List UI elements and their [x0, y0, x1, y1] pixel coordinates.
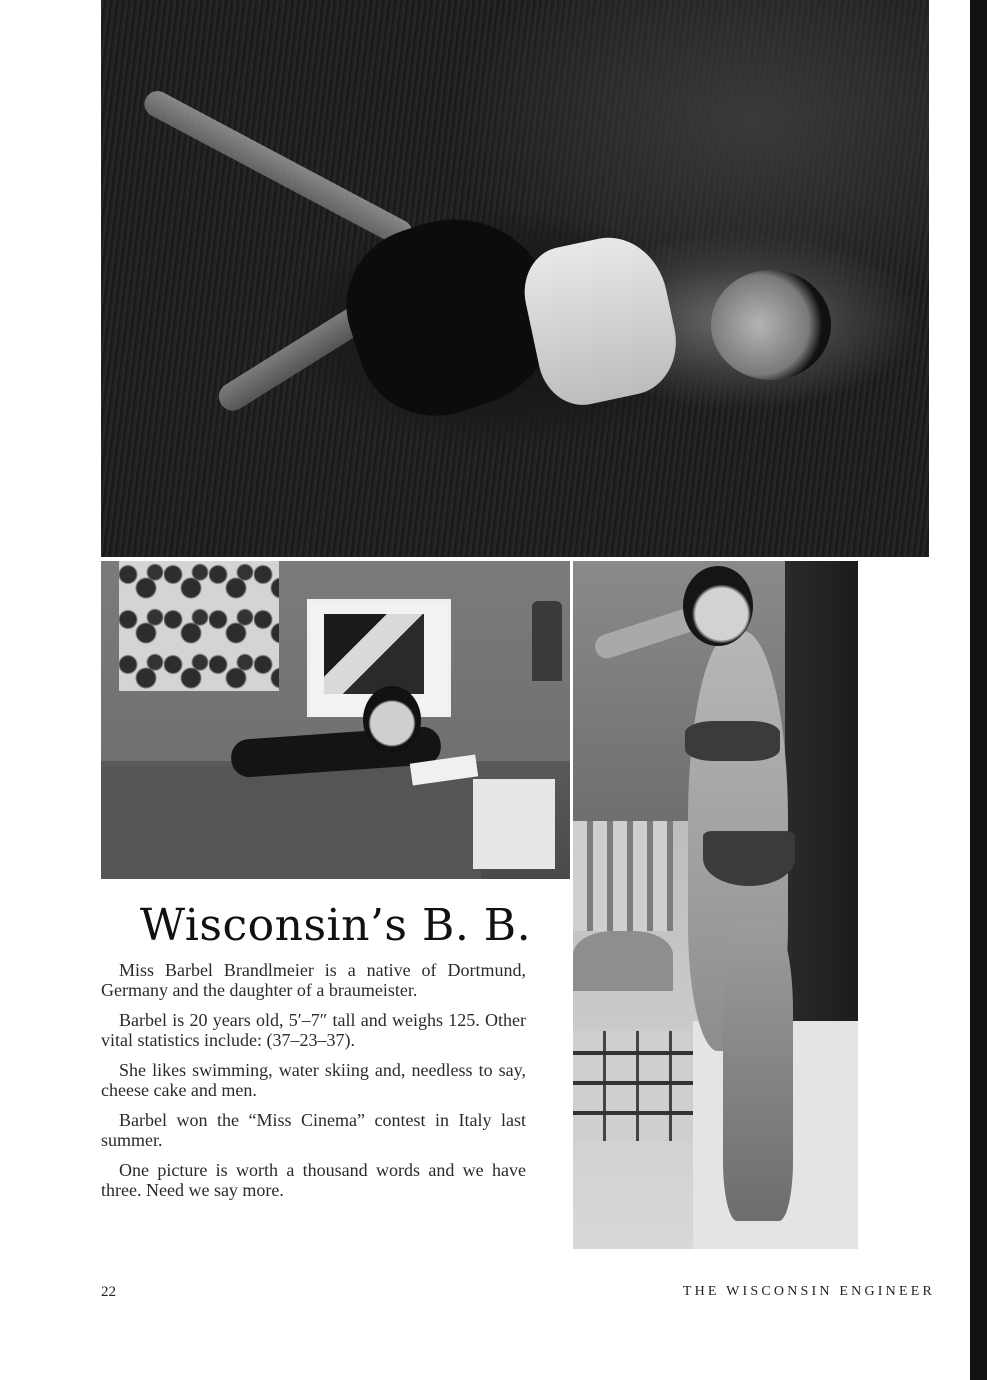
photo-railing — [573, 1031, 693, 1141]
article-paragraph: Barbel is 20 years old, 5′–7″ tall and weighs 125. Other vital statistics include: (37–23–37). — [101, 1010, 526, 1050]
photo-white-blouse — [516, 227, 686, 413]
photo-pillow — [473, 779, 555, 869]
article-paragraph: Miss Barbel Brandlmeier is a native of Dortmund, Germany and the daughter of a braumeister. — [101, 960, 526, 1000]
photo-legs — [723, 921, 793, 1221]
photo-leg-raised — [140, 87, 417, 251]
photo-head-sunglasses — [711, 270, 831, 380]
photo-building — [573, 821, 673, 931]
photo-face — [363, 686, 421, 754]
article-paragraph: Barbel won the “Miss Cinema” contest in Italy last summer. — [101, 1110, 526, 1150]
article-paragraph: She likes swimming, water skiing and, needless to say, cheese cake and men. — [101, 1060, 526, 1100]
photo-woman-lying-in-grass — [101, 0, 929, 557]
photo-bikini-bottom — [703, 831, 795, 886]
article-body — [101, 960, 526, 1210]
photo-trees — [573, 931, 673, 991]
publication-name: THE WISCONSIN ENGINEER — [682, 1284, 935, 1299]
photo-bikini-top — [685, 721, 780, 761]
article-paragraph: One picture is worth a thousand words and we have three. Need we say more. — [101, 1160, 526, 1200]
page-number: 22 — [101, 1284, 116, 1300]
photo-floral-curtain — [119, 561, 279, 691]
photo-lamp — [532, 601, 562, 681]
page-edge-shadow — [970, 0, 987, 1380]
article-title: Wisconsin’s B. B. — [139, 900, 532, 951]
photo-head — [683, 566, 753, 646]
photo-woman-reading-on-bed — [101, 561, 570, 879]
photo-woman-in-bikini — [573, 561, 858, 1249]
